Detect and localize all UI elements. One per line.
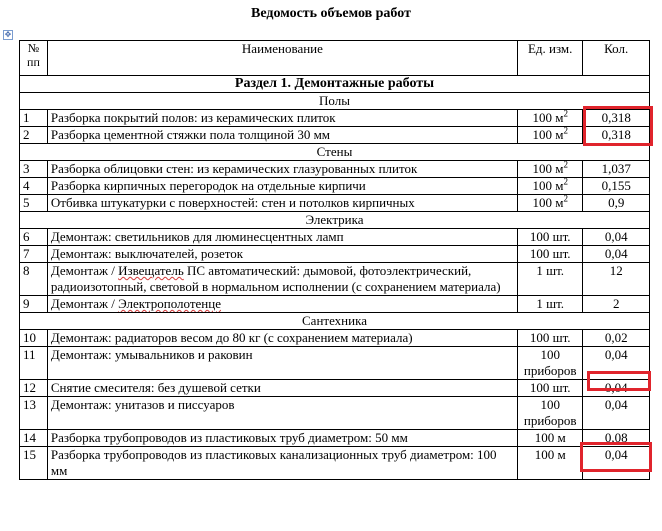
row-name: Демонтаж: умывальников и раковин	[47, 347, 517, 380]
row-unit: 100 приборов	[517, 397, 582, 430]
table-row	[20, 263, 650, 296]
row-qty: 0,02	[583, 330, 650, 347]
row-name: Демонтаж: радиаторов весом до 80 кг (с сохранением материала)	[47, 330, 517, 347]
table-header-row	[20, 41, 650, 76]
row-num: 15	[20, 447, 48, 480]
row-qty: 0,04	[583, 397, 650, 430]
table-row	[20, 246, 650, 263]
row-num: 1	[20, 110, 48, 127]
row-num: 13	[20, 397, 48, 430]
row-unit: 100 приборов	[517, 347, 582, 380]
row-qty: 0,04	[583, 447, 650, 480]
row-qty: 0,04	[583, 246, 650, 263]
row-num: 6	[20, 229, 48, 246]
row-unit: 1 шт.	[517, 263, 582, 296]
table-row	[20, 127, 650, 144]
document-title: Ведомость объемов работ	[251, 6, 411, 21]
row-num: 3	[20, 161, 48, 178]
row-unit: 100 $м^2$	[517, 195, 582, 212]
table-row	[20, 178, 650, 195]
table-row	[20, 397, 650, 430]
table-row	[20, 430, 650, 447]
row-name: Демонтаж: выключателей, розеток	[47, 246, 517, 263]
row-name: Демонтаж: унитазов и писсуаров	[47, 397, 517, 430]
row-name: Отбивка штукатурки с поверхностей: стен и потолков кирпичных	[47, 195, 517, 212]
group-row-electrics	[20, 212, 650, 229]
row-name: Демонтаж / Электрополотенце	[47, 296, 517, 313]
row-qty: 0,04	[583, 347, 650, 380]
row-name: Разборка кирпичных перегородок на отдельные кирпичи	[47, 178, 517, 195]
row-num: 5	[20, 195, 48, 212]
row-unit: 100 $м^2$	[517, 110, 582, 127]
row-name: Демонтаж: светильников для люминесцентных ламп	[47, 229, 517, 246]
header-unit: Ед. изм.	[517, 41, 582, 76]
row-num: 4	[20, 178, 48, 195]
group-row-plumbing	[20, 313, 650, 330]
row-qty: 0,08	[583, 430, 650, 447]
row-qty: 12	[583, 263, 650, 296]
group-title-electrics: Электрика	[20, 212, 650, 229]
row-qty: 0,155	[583, 178, 650, 195]
group-row-floors	[20, 93, 650, 110]
row-unit: 1 шт.	[517, 296, 582, 313]
table-row	[20, 195, 650, 212]
row-unit: 100 шт.	[517, 246, 582, 263]
section-title: Раздел 1. Демонтажные работы	[20, 76, 650, 93]
row-name: Демонтаж / Извещатель ПС автоматический: дымовой, фотоэлектрический, радиоизотопный, световой в нормальном исполнении (с сохранением материала)	[47, 263, 517, 296]
row-unit: 100 шт.	[517, 380, 582, 397]
row-name: Разборка трубопроводов из пластиковых труб диаметром: 50 мм	[47, 430, 517, 447]
row-num: 8	[20, 263, 48, 296]
table-row	[20, 330, 650, 347]
row-name: Разборка покрытий полов: из керамических плиток	[47, 110, 517, 127]
row-num: 10	[20, 330, 48, 347]
row-unit: 100 $м^2$	[517, 161, 582, 178]
table-row	[20, 161, 650, 178]
row-num: 7	[20, 246, 48, 263]
table-row	[20, 347, 650, 380]
header-num	[20, 41, 48, 76]
row-name: Снятие смесителя: без душевой сетки	[47, 380, 517, 397]
highlight-box-row-10	[587, 371, 651, 391]
row-num: 9	[20, 296, 48, 313]
table-row	[20, 447, 650, 480]
table-row	[20, 380, 650, 397]
row-qty: 0,04	[583, 380, 650, 397]
header-qty: Кол.	[583, 41, 650, 76]
row-name: Разборка трубопроводов из пластиковых канализационных труб диаметром: 100 мм	[47, 447, 517, 480]
row-unit: 100 шт.	[517, 330, 582, 347]
row-unit: 100 м	[517, 447, 582, 480]
table-row	[20, 229, 650, 246]
highlight-box-rows-1-2	[583, 106, 653, 146]
highlight-box-row-13	[580, 442, 652, 472]
row-name: Разборка цементной стяжки пола толщиной 30 мм	[47, 127, 517, 144]
row-num: 2	[20, 127, 48, 144]
row-name: Разборка облицовки стен: из керамических глазурованных плиток	[47, 161, 517, 178]
row-num: 11	[20, 347, 48, 380]
row-num: 14	[20, 430, 48, 447]
header-num-line2: пп	[27, 55, 40, 69]
row-unit: 100 $м^2$	[517, 178, 582, 195]
row-unit: 100 м	[517, 430, 582, 447]
row-unit: 100 шт.	[517, 229, 582, 246]
table-row	[20, 110, 650, 127]
row-qty: 0,04	[583, 229, 650, 246]
volumes-table	[19, 40, 650, 480]
row-qty: 2	[583, 296, 650, 313]
row-unit: 100 $м^2$	[517, 127, 582, 144]
table-move-handle-icon[interactable]: ✥	[4, 30, 12, 39]
table-row	[20, 296, 650, 313]
row-num: 12	[20, 380, 48, 397]
group-title-walls: Стены	[20, 144, 650, 161]
group-title-plumbing: Сантехника	[20, 313, 650, 330]
header-name: Наименование	[47, 41, 517, 76]
row-qty: 0,318	[583, 127, 650, 144]
group-title-floors: Полы	[20, 93, 650, 110]
group-row-walls	[20, 144, 650, 161]
section-row	[20, 76, 650, 93]
row-qty: 0,9	[583, 195, 650, 212]
header-num-line1: №	[27, 41, 40, 55]
row-qty: 0,318	[583, 110, 650, 127]
row-qty: 1,037	[583, 161, 650, 178]
